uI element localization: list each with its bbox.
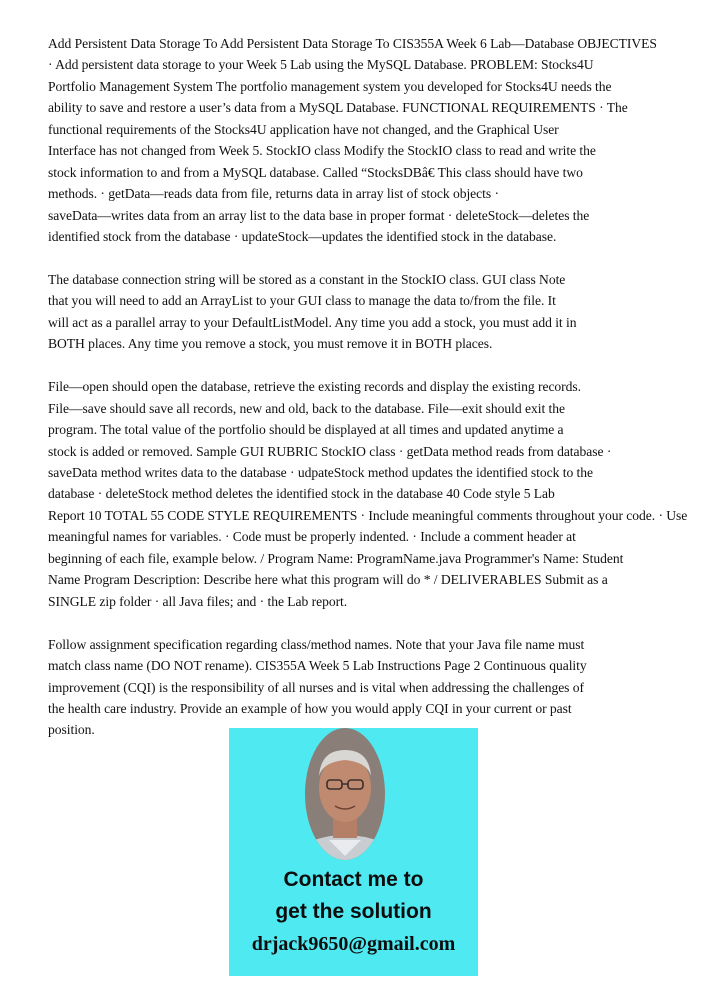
document-text-line: SINGLE zip folder · all Java files; and · the Lab report. xyxy=(48,593,348,609)
document-text-line: that you will need to add an ArrayList to your GUI class to manage the data to/from the file. It xyxy=(48,293,556,309)
document-text-line: saveData—writes data from an array list to the data base in proper format · deleteStock—deletes the xyxy=(48,207,590,223)
document-text-line: · Add persistent data storage to your Week 5 Lab using the MySQL Database. PROBLEM: Stocks4U xyxy=(48,57,594,73)
document-text-line: beginning of each file, example below. / Program Name: ProgramName.java Programmer's Name: Student xyxy=(48,550,624,566)
ad-headline-line2: get the solution xyxy=(275,900,432,923)
document-text-line: ability to save and restore a user’s data from a MySQL Database. FUNCTIONAL REQUIREMENTS · The xyxy=(48,100,628,116)
document-text-line: Report 10 TOTAL 55 CODE STYLE REQUIREMENTS · Include meaningful comments throughout your code. · Use xyxy=(48,507,688,523)
document-text-line: database · deleteStock method deletes the identified stock in the database 40 Code style 5 Lab xyxy=(48,486,555,502)
document-text-line: meaningful names for variables. · Code must be properly indented. · Include a comment header at xyxy=(48,529,576,545)
document-text-line: improvement (CQI) is the responsibility of all nurses and is vital when addressing the challenges of xyxy=(48,679,584,695)
document-text-line: Name Program Description: Describe here what this program will do * / DELIVERABLES Submit as a xyxy=(48,572,608,588)
document-text-line: Follow assignment specification regarding class/method names. Note that your Java file name must xyxy=(48,636,585,652)
document-text-line: program. The total value of the portfolio should be displayed at all times and updated anytime a xyxy=(48,422,564,438)
document-text-line: the health care industry. Provide an example of how you would apply CQI in your current or past xyxy=(48,700,572,716)
ad-headline-line1: Contact me to xyxy=(283,868,424,891)
document-text-line: saveData method writes data to the database · udpateStock method updates the identified stock to the xyxy=(48,465,594,480)
document-text-line: functional requirements of the Stocks4U application have not changed, and the Graphical User xyxy=(48,121,559,137)
document-text-line: File—open should open the database, retrieve the existing records and display the existing records. xyxy=(48,379,581,395)
document-text-line: The database connection string will be stored as a constant in the StockIO class. GUI class Note xyxy=(48,271,566,287)
document-text-line: position. xyxy=(48,722,95,738)
document-text-line: stock is added or removed. Sample GUI RUBRIC StockIO class · getData method reads from database · xyxy=(48,443,612,459)
document-text-line: Portfolio Management System The portfolio management system you developed for Stocks4U needs the xyxy=(48,78,612,94)
document-text-line: will act as a parallel array to your DefaultListModel. Any time you add a stock, you must add it in xyxy=(48,314,577,330)
contact-ad-banner[interactable] xyxy=(229,728,478,976)
document-text-line: methods. · getData—reads data from file, returns data in array list of stock objects · xyxy=(48,186,499,202)
document-text-line: Interface has not changed from Week 5. StockIO class Modify the StockIO class to read and write the xyxy=(48,143,596,159)
document-text-line: identified stock from the database · updateStock—updates the identified stock in the database. xyxy=(48,229,557,245)
ad-email-link[interactable]: drjack9650@gmail.com xyxy=(251,933,456,955)
document-text-line: BOTH places. Any time you remove a stock, you must remove it in BOTH places. xyxy=(48,336,493,352)
document-text-line: File—save should save all records, new and old, back to the database. File—exit should exit the xyxy=(48,400,565,416)
document-text-line: stock information to and from a MySQL database. Called “StocksDBâ€ This class should have two xyxy=(48,164,583,180)
document-text-line: Add Persistent Data Storage To Add Persistent Data Storage To CIS355A Week 6 Lab—Database OBJECTIVES xyxy=(48,36,657,51)
document-text-line: match class name (DO NOT rename). CIS355A Week 5 Lab Instructions Page 2 Continuous quality xyxy=(48,658,587,674)
